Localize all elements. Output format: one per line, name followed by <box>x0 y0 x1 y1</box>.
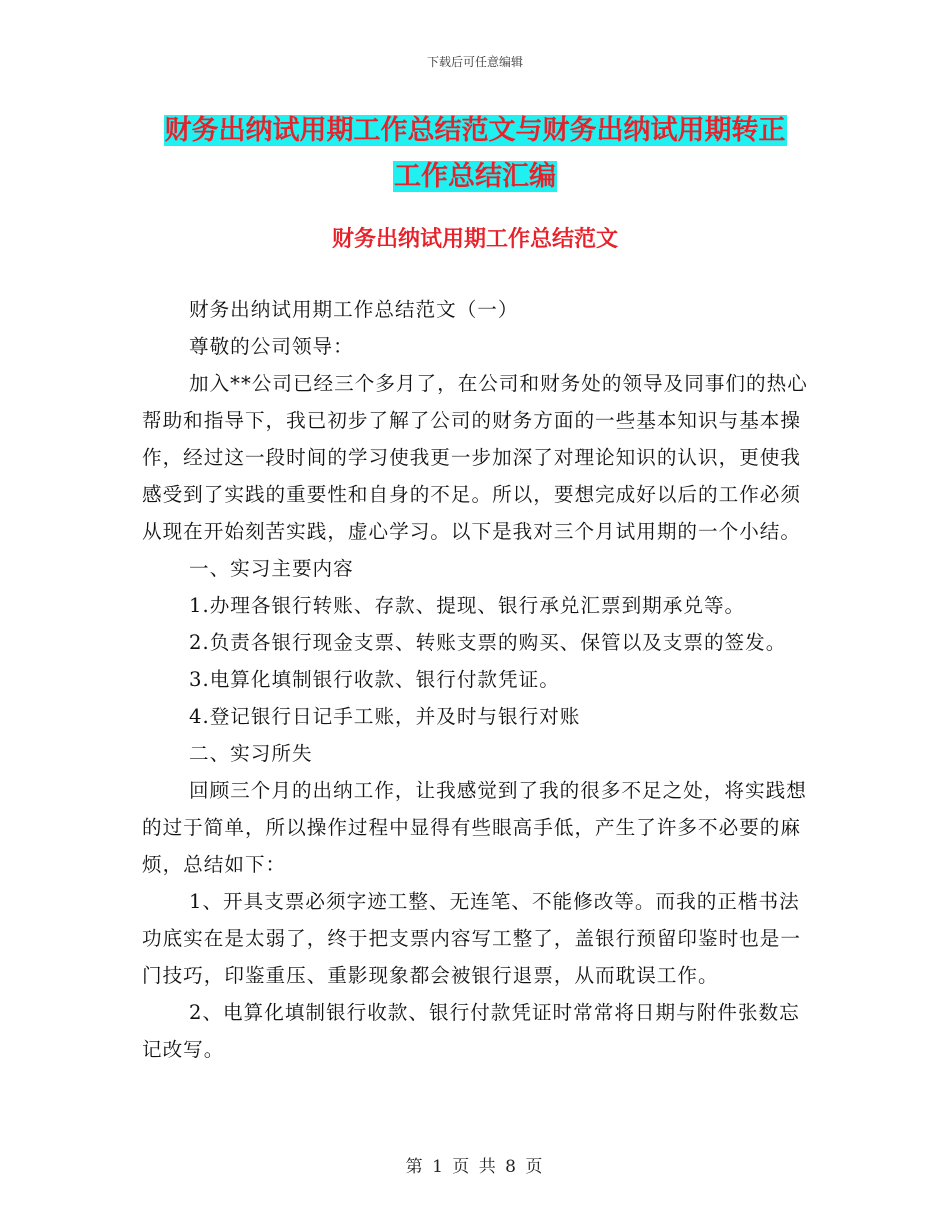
heading-shortcomings: 二、实习所失 <box>189 742 313 765</box>
page-footer: 第 1 页 共 8 页 <box>405 1157 545 1177</box>
paragraph-review: 回顾三个月的出纳工作，让我感觉到了我的很多不足之处，将实践想的过于简单，所以操作过程中显得有些眼高手低，产生了许多不必要的麻烦，总结如下： <box>142 779 807 876</box>
document-title-line-1: 财务出纳试用期工作总结范文与财务出纳试用期转正 <box>164 115 786 146</box>
list-item: 2.负责各银行现金支票、转账支票的购买、保管以及支票的签发。 <box>189 631 787 654</box>
list-item: 3.电算化填制银行收款、银行付款凭证。 <box>189 668 560 691</box>
paragraph-intro: 加入**公司已经三个多月了，在公司和财务处的领导及同事们的热心帮助和指导下，我已初步了解了公司的财务方面的一些基本知识与基本操作，经过这一段时间的学习使我更一步加深了对理论知识的认识，更使我感受到了实践的重要性和自身的不足。所以，要想完成好以后的工作必须从现在开始刻苦实践，虚心学习。以下是我对三个月试用期的一个小结。 <box>142 372 808 543</box>
paragraph-point-1: 1、开具支票必须字迹工整、无连笔、不能修改等。而我的正楷书法功底实在是太弱了，终于把支票内容写工整了，盖银行预留印鉴时也是一门技巧，印鉴重压、重影现象都会被银行退票，从而耽误工作。 <box>142 890 801 987</box>
paragraph-salutation: 尊敬的公司领导： <box>189 335 354 358</box>
section-title: 财务出纳试用期工作总结范文 <box>331 227 618 252</box>
paragraph-subtitle: 财务出纳试用期工作总结范文（一） <box>189 298 519 321</box>
list-item: 1.办理各银行转账、存款、提现、银行承兑汇票到期承兑等。 <box>189 594 746 617</box>
heading-main-content: 一、实习主要内容 <box>189 557 354 580</box>
document-title <box>140 108 810 200</box>
header-note: 下载后可任意编辑 <box>426 55 523 69</box>
paragraph-point-2: 2、电算化填制银行收款、银行付款凭证时常常将日期与附件张数忘记改写。 <box>142 1001 800 1061</box>
body-text <box>142 291 810 1068</box>
list-item: 4.登记银行日记手工账，并及时与银行对账 <box>189 705 581 728</box>
document-title-line-2: 工作总结汇编 <box>394 161 556 192</box>
